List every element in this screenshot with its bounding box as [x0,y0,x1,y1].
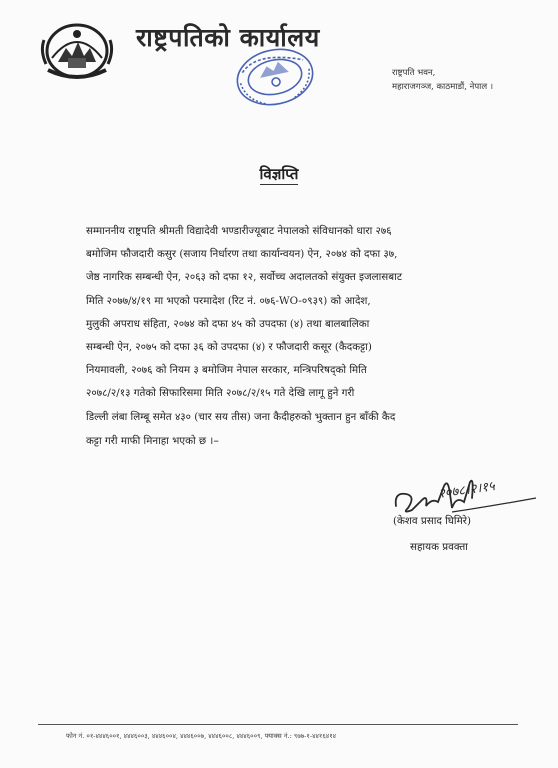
body-line: जेष्ठ नागरिक सम्बन्धी ऐन, २०६३ को दफा १२, सर्वोच्च अदालतको संयुक्त इजलासबाट [86,271,403,284]
footer-divider [38,724,518,725]
address-line-1: राष्ट्रपति भवन, [392,68,436,78]
body-line: डिल्ली लंबा लिम्बू समेत ४३० (चार सय तीस) जना कैदीहरुको भुक्तान हुन बाँकी कैद [86,410,396,423]
national-emblem-icon [38,18,116,84]
footer-contact: फोन नं. ०१-४४४६००१, ४४४६००३, ४४४६००४, ४४४६००७, ४४४६००८, ४४४६००९, फ्याक्स नं.: ९७७-१-४४१६४१४ [66,732,337,740]
body-line: सम्बन्धी ऐन, २०७५ को दफा ३६ को उपदफा (४) र फौजदारी कसूर (कैदकट्टा) [86,341,372,354]
body-line: बमोजिम फौजदारी कसुर (सजाय निर्धारण तथा कार्यान्वयन) ऐन, २०७४ को दफा ३७, [86,248,398,261]
body-line: नियमावली, २०७६ को नियम ३ बमोजिम नेपाल सरकार, मन्त्रिपरिषद्को मिति [86,364,367,377]
official-seal-stamp-icon [232,44,318,110]
closing-mark: – [213,433,219,447]
notice-heading [0,164,558,184]
notice-heading-text: विज्ञप्ति [259,165,299,183]
signer-name: (केशव प्रसाद घिमिरे) [393,515,471,527]
body-line-last [86,429,470,453]
body-line: मुलुकी अपराध संहिता, २०७४ को दफा ४५ को उपदफा (४) तथा बालबालिका [86,317,370,330]
signature-date: २०७८।२।१५ [437,479,496,502]
body-line-text: कट्टा गरी माफी मिनाहा भएको छ । [86,434,214,447]
notice-body [86,220,470,453]
office-title: राष्ट्रपतिको कार्यालय [136,23,320,52]
body-line: मिति २०७७/४/१९ मा भएको परमादेश (रिट नं. ०७६-WO-०९३९) को आदेश, [86,294,371,307]
address-line-2: महाराजगञ्ज, काठमाडौं, नेपाल । [392,82,494,92]
signer-role: सहायक प्रवक्ता [410,541,468,553]
body-line: सम्माननीय राष्ट्रपति श्रीमती विद्यादेवी भण्डारीज्यूबाट नेपालको संविधानको धारा २७६ [86,225,392,237]
body-line: २०७८/२/१३ गतेको सिफारिसमा मिति २०७८/२/१५ गते देखि लागू हुने गरी [86,387,355,400]
office-address [392,66,552,94]
